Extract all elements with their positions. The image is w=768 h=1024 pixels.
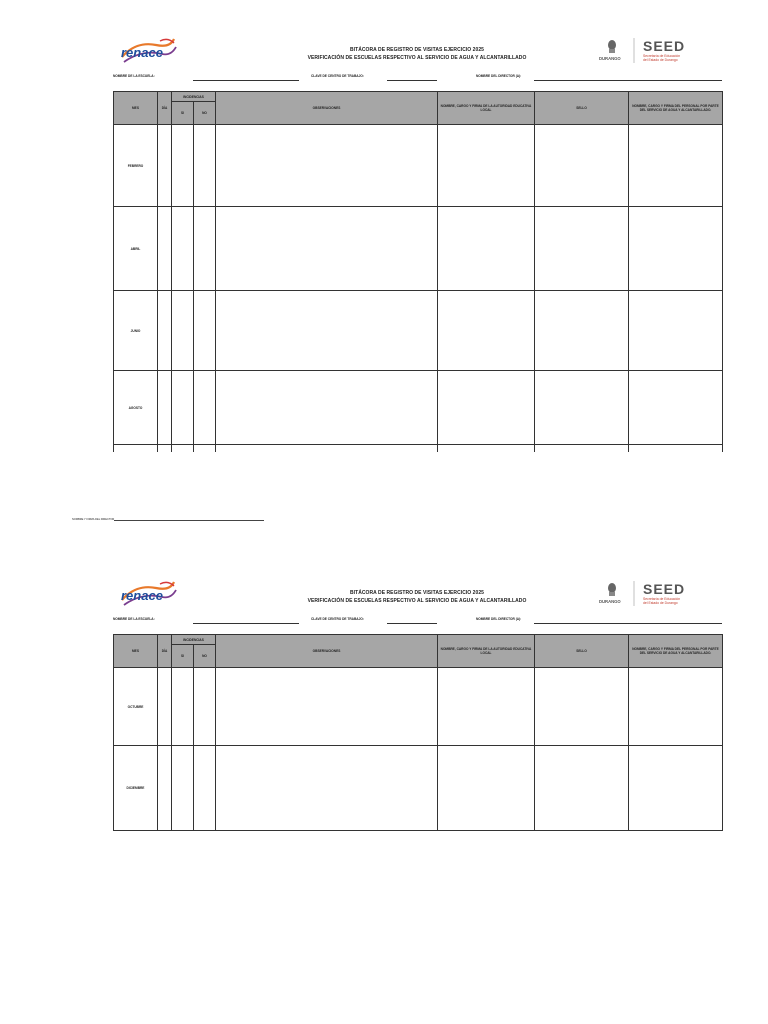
director-input[interactable] [534, 80, 722, 81]
firma-director-input[interactable] [114, 520, 264, 521]
observaciones-cell[interactable] [216, 445, 438, 452]
dia-cell[interactable] [158, 371, 172, 445]
escuela-label: NOMBRE DE LA ESCUELA: [113, 617, 155, 621]
sello-cell[interactable] [535, 668, 629, 746]
durango-label: DURANGO [599, 56, 621, 61]
dia-cell[interactable] [158, 746, 172, 831]
no-cell[interactable] [194, 445, 216, 452]
mes-cell: AGOSTO [114, 371, 158, 445]
observaciones-cell[interactable] [216, 125, 438, 207]
personal-cell[interactable] [629, 668, 723, 746]
si-cell[interactable] [172, 746, 194, 831]
title-line-2: VERIFICACIÓN DE ESCUELAS RESPECTIVO AL SERVICIO DE AGUA Y ALCANTARILLADO [307, 55, 527, 61]
col-mes: MES [114, 635, 158, 668]
mes-cell: OCTUBRE [114, 668, 158, 746]
col-autoridad: NOMBRE, CARGO Y FIRMA DE LA AUTORIDAD EDUCATIVA LOCAL [438, 635, 535, 668]
col-incidencias: INCIDENCIAS [172, 92, 216, 102]
personal-cell[interactable] [629, 125, 723, 207]
visits-table-2 [113, 634, 723, 831]
col-sello: SELLO [535, 635, 629, 668]
table-row [114, 125, 723, 207]
escuela-input[interactable] [193, 80, 299, 81]
dia-cell[interactable] [158, 125, 172, 207]
no-cell[interactable] [194, 207, 216, 291]
sello-cell[interactable] [535, 371, 629, 445]
visits-table-1 [113, 91, 723, 452]
personal-cell[interactable] [629, 445, 723, 452]
seed-label: SEED [643, 38, 686, 54]
autoridad-cell[interactable] [438, 291, 535, 371]
personal-cell[interactable] [629, 207, 723, 291]
sello-cell[interactable] [535, 125, 629, 207]
sello-cell[interactable] [535, 746, 629, 831]
clave-label: CLAVE DE CENTRO DE TRABAJO: [311, 74, 364, 78]
col-sello: SELLO [535, 92, 629, 125]
observaciones-cell[interactable] [216, 668, 438, 746]
sello-cell[interactable] [535, 207, 629, 291]
durango-label: DURANGO [599, 599, 621, 604]
school-fields [113, 74, 722, 82]
escuela-label: NOMBRE DE LA ESCUELA: [113, 74, 155, 78]
col-autoridad: NOMBRE, CARGO Y FIRMA DE LA AUTORIDAD EDUCATIVA LOCAL [438, 92, 535, 125]
renace-logo-text: renace [121, 588, 163, 603]
clave-label: CLAVE DE CENTRO DE TRABAJO: [311, 617, 364, 621]
durango-shield-icon [608, 583, 616, 596]
table-row [114, 746, 723, 831]
firma-director-label: NOMBRE Y FIRMA DEL DIRECTOR [72, 518, 115, 521]
seed-sub-1: Secretaría de Educación [643, 597, 681, 601]
no-cell[interactable] [194, 668, 216, 746]
mes-cell: FEBRERO [114, 125, 158, 207]
observaciones-cell[interactable] [216, 746, 438, 831]
school-fields [113, 617, 722, 625]
col-mes: MES [114, 92, 158, 125]
col-si: SI [172, 102, 194, 125]
title-line-2: VERIFICACIÓN DE ESCUELAS RESPECTIVO AL SERVICIO DE AGUA Y ALCANTARILLADO [307, 598, 527, 604]
director-label: NOMBRE DEL DIRECTOR (A): [476, 74, 522, 78]
col-incidencias: INCIDENCIAS [172, 635, 216, 645]
seed-sub-2: del Estado de Durango [643, 601, 678, 605]
no-cell[interactable] [194, 371, 216, 445]
mes-cell: JUNIO [114, 291, 158, 371]
personal-cell[interactable] [629, 371, 723, 445]
si-cell[interactable] [172, 291, 194, 371]
si-cell[interactable] [172, 668, 194, 746]
col-personal: NOMBRE, CARGO Y FIRMA DEL PERSONAL POR PARTE DEL SERVICIO DE AGUA Y ALCANTARILLADO. [629, 635, 723, 668]
director-input[interactable] [534, 623, 722, 624]
seed-label: SEED [643, 581, 686, 597]
clave-input[interactable] [387, 80, 437, 81]
autoridad-cell[interactable] [438, 125, 535, 207]
escuela-input[interactable] [193, 623, 299, 624]
dia-cell[interactable] [158, 668, 172, 746]
seed-logo-icon [596, 36, 701, 66]
observaciones-cell[interactable] [216, 371, 438, 445]
autoridad-cell[interactable] [438, 371, 535, 445]
dia-cell[interactable] [158, 207, 172, 291]
personal-cell[interactable] [629, 746, 723, 831]
clave-input[interactable] [387, 623, 437, 624]
table-row [114, 291, 723, 371]
no-cell[interactable] [194, 746, 216, 831]
mes-cell [114, 445, 158, 452]
seed-logo-icon [596, 579, 701, 609]
director-signature-line [72, 518, 264, 521]
seed-sub-2: del Estado de Durango [643, 58, 678, 62]
dia-cell[interactable] [158, 445, 172, 452]
si-cell[interactable] [172, 371, 194, 445]
dia-cell[interactable] [158, 291, 172, 371]
si-cell[interactable] [172, 125, 194, 207]
sello-cell[interactable] [535, 291, 629, 371]
autoridad-cell[interactable] [438, 746, 535, 831]
observaciones-cell[interactable] [216, 291, 438, 371]
mes-cell: ABRIL [114, 207, 158, 291]
sello-cell[interactable] [535, 445, 629, 452]
col-dia: DÍA [158, 92, 172, 125]
observaciones-cell[interactable] [216, 207, 438, 291]
col-observaciones: OBSERVACIONES [216, 635, 438, 668]
table-row [114, 445, 723, 452]
col-dia: DÍA [158, 635, 172, 668]
director-label: NOMBRE DEL DIRECTOR (A): [476, 617, 522, 621]
table-row [114, 207, 723, 291]
durango-shield-icon [608, 40, 616, 53]
table-row [114, 371, 723, 445]
autoridad-cell[interactable] [438, 207, 535, 291]
no-cell[interactable] [194, 125, 216, 207]
si-cell[interactable] [172, 445, 194, 452]
col-si: SI [172, 645, 194, 668]
no-cell[interactable] [194, 291, 216, 371]
col-no: NO [194, 645, 216, 668]
title-line-1: BITÁCORA DE REGISTRO DE VISITAS EJERCICIO 2025 [350, 47, 484, 53]
renace-logo-text: renace [121, 45, 163, 60]
personal-cell[interactable] [629, 291, 723, 371]
autoridad-cell[interactable] [438, 445, 535, 452]
autoridad-cell[interactable] [438, 668, 535, 746]
title-line-1: BITÁCORA DE REGISTRO DE VISITAS EJERCICIO 2025 [350, 590, 484, 596]
col-no: NO [194, 102, 216, 125]
mes-cell: DICIEMBRE [114, 746, 158, 831]
si-cell[interactable] [172, 207, 194, 291]
col-personal: NOMBRE, CARGO Y FIRMA DEL PERSONAL POR PARTE DEL SERVICIO DE AGUA Y ALCANTARILLADO. [629, 92, 723, 125]
table-row [114, 668, 723, 746]
seed-sub-1: Secretaría de Educación [643, 54, 681, 58]
col-observaciones: OBSERVACIONES [216, 92, 438, 125]
